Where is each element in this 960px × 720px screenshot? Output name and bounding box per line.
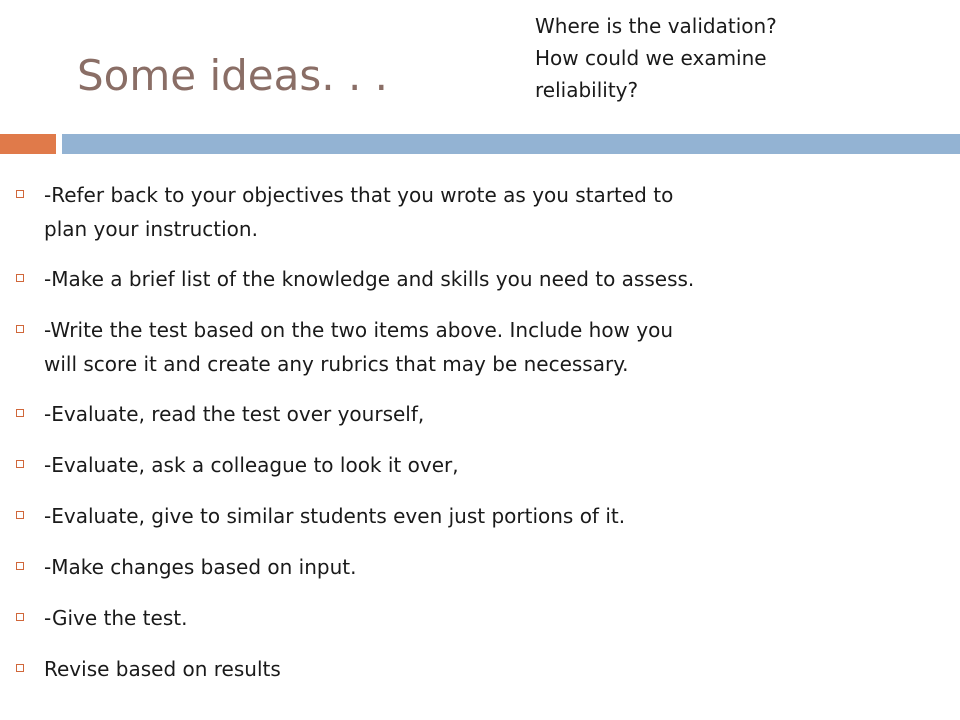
- note-line-3: reliability?: [535, 78, 639, 102]
- slide-title: Some ideas. . .: [77, 51, 389, 100]
- bullet-item-objectives: [16, 178, 916, 246]
- bullet-item-write-test: [16, 313, 916, 381]
- bullet-text-line: -Make a brief list of the knowledge and skills you need to assess.: [44, 267, 695, 291]
- bullet-text-line: -Make changes based on input.: [44, 555, 357, 579]
- accent-bar-orange: [0, 134, 56, 154]
- square-bullet-icon: [16, 460, 24, 468]
- accent-bar-blue: [62, 134, 960, 154]
- square-bullet-icon: [16, 409, 24, 417]
- bullet-list: [16, 178, 916, 703]
- bullet-text-line: -Evaluate, give to similar students even just portions of it.: [44, 504, 626, 528]
- square-bullet-icon: [16, 664, 24, 672]
- bullet-text-line: -Write the test based on the two items above. Include how you: [44, 318, 674, 342]
- note-line-1: Where is the validation?: [535, 14, 777, 38]
- bullet-text-line: will score it and create any rubrics that may be necessary.: [44, 352, 629, 376]
- bullet-item-knowledge-list: [16, 262, 916, 296]
- bullet-item-revise: [16, 652, 916, 686]
- bullet-item-evaluate-students: [16, 499, 916, 533]
- square-bullet-icon: [16, 274, 24, 282]
- bullet-item-evaluate-self: [16, 397, 916, 431]
- bullet-item-make-changes: [16, 550, 916, 584]
- bullet-text-line: -Evaluate, read the test over yourself,: [44, 402, 425, 426]
- bullet-item-evaluate-colleague: [16, 448, 916, 482]
- bullet-text-line: -Give the test.: [44, 606, 188, 630]
- note-line-2: How could we examine: [535, 46, 767, 70]
- bullet-item-give-test: [16, 601, 916, 635]
- validation-note: [535, 10, 955, 106]
- square-bullet-icon: [16, 613, 24, 621]
- bullet-text-line: -Refer back to your objectives that you wrote as you started to: [44, 183, 674, 207]
- bullet-text-line: plan your instruction.: [44, 217, 258, 241]
- square-bullet-icon: [16, 190, 24, 198]
- bullet-text-line: Revise based on results: [44, 657, 281, 681]
- square-bullet-icon: [16, 511, 24, 519]
- square-bullet-icon: [16, 562, 24, 570]
- square-bullet-icon: [16, 325, 24, 333]
- bullet-text-line: -Evaluate, ask a colleague to look it over,: [44, 453, 459, 477]
